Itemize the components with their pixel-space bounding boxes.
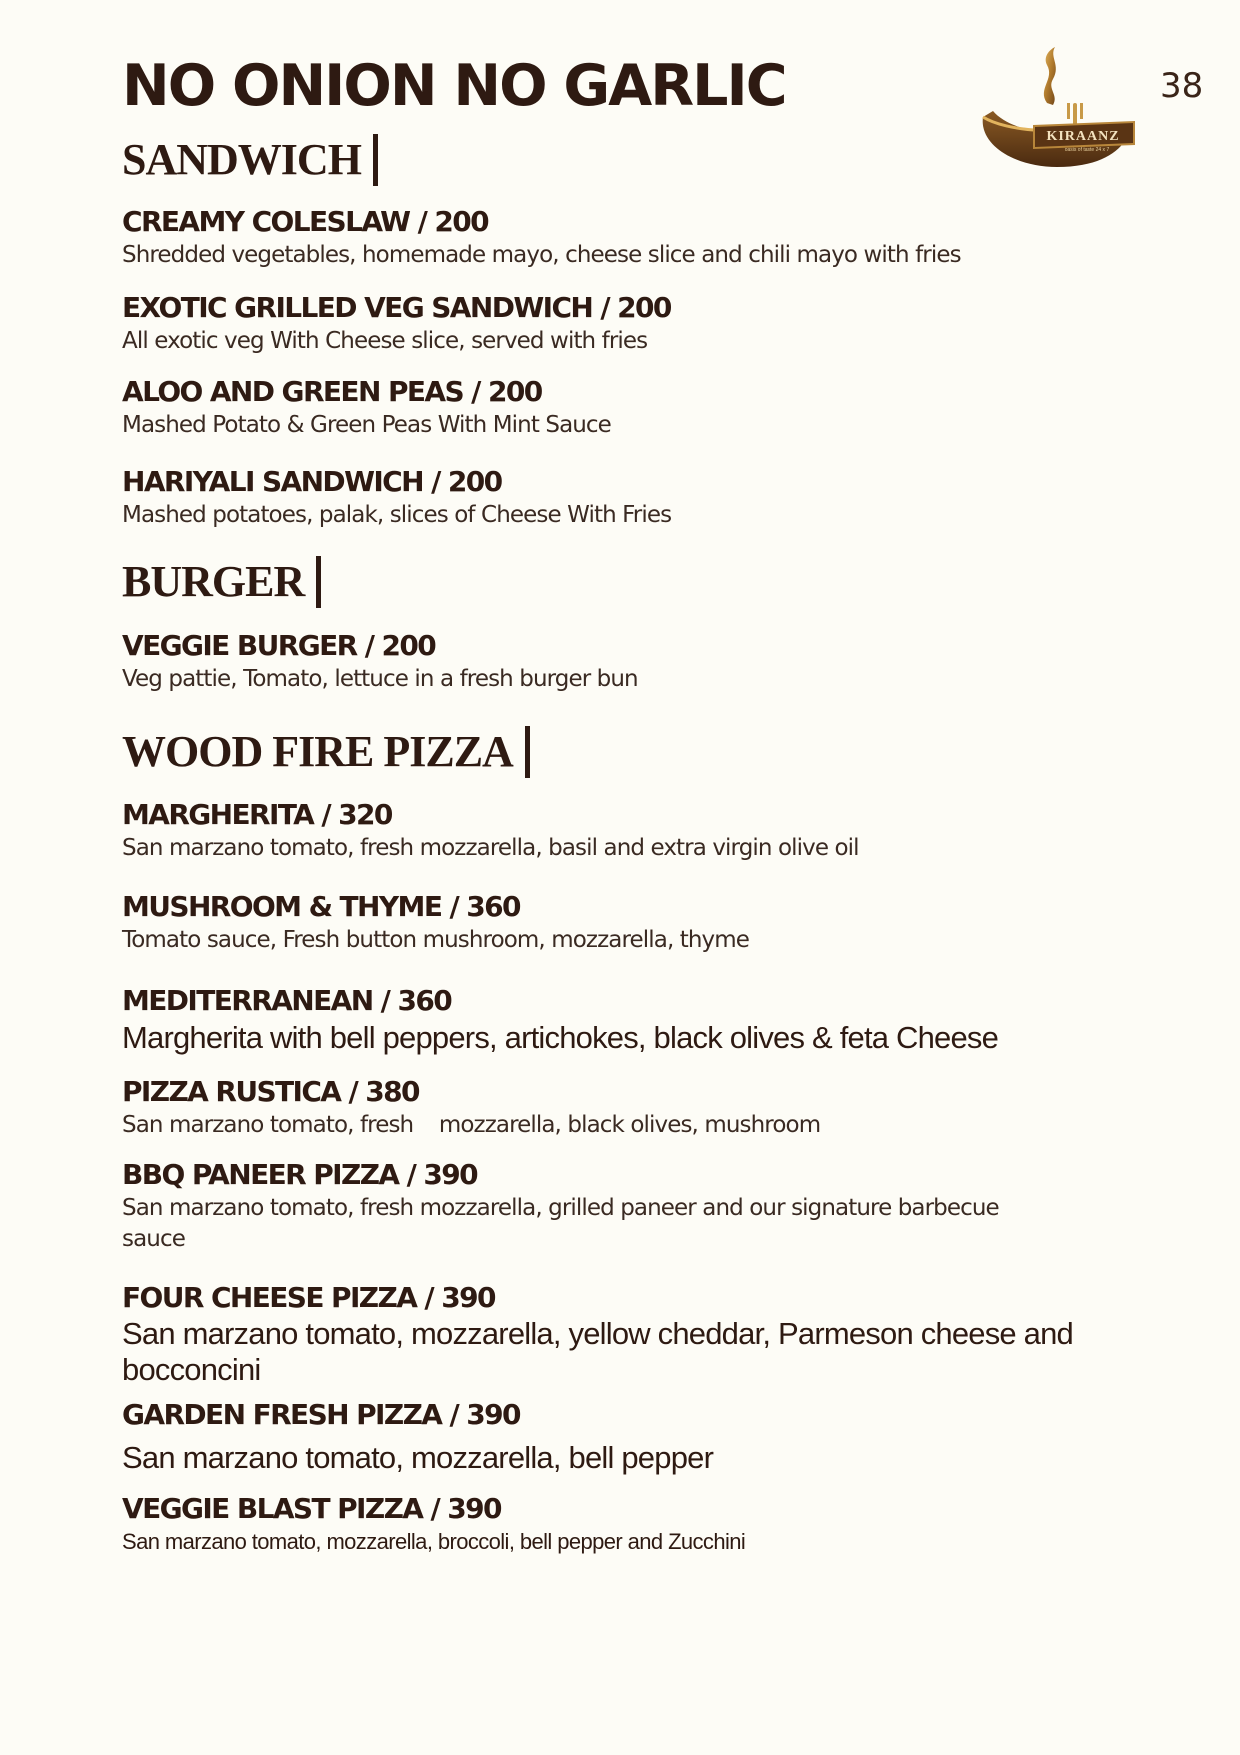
menu-item [122, 891, 1122, 956]
kiraanz-logo [975, 45, 1140, 185]
menu-item [122, 1076, 1122, 1141]
item-name: VEGGIE BURGER / 200 [122, 629, 436, 662]
section-title: WOOD FIRE PIZZA [122, 727, 513, 776]
item-name: MARGHERITA / 320 [122, 798, 392, 831]
menu-item [122, 466, 1122, 531]
item-description: San marzano tomato, fresh mozzarella, basil and extra virgin olive oil [122, 835, 859, 862]
heading-divider [525, 726, 530, 778]
item-description: Mashed potatoes, palak, slices of Cheese With Fries [122, 502, 672, 529]
item-name: EXOTIC GRILLED VEG SANDWICH / 200 [122, 291, 671, 324]
item-name: PIZZA RUSTICA / 380 [122, 1075, 419, 1108]
item-name: VEGGIE BLAST PIZZA / 390 [122, 1492, 501, 1525]
item-description: Veg pattie, Tomato, lettuce in a fresh burger bun [122, 666, 638, 693]
logo-tagline: oasis of taste 24 x 7 [1064, 147, 1110, 153]
item-description-text: San marzano tomato, fresh mozzarella, black olives, mushroom [122, 1112, 821, 1139]
menu-item [122, 376, 1122, 441]
section-heading-sandwich [122, 134, 378, 186]
page-number: 38 [1160, 66, 1204, 106]
item-description: San marzano tomato, mozzarella, broccoli, bell pepper and Zucchini [122, 1529, 746, 1555]
menu-item [122, 206, 1122, 271]
menu-item [122, 799, 1122, 864]
item-name: HARIYALI SANDWICH / 200 [122, 465, 502, 498]
menu-item [122, 1282, 1082, 1389]
menu-item [122, 985, 1122, 1058]
menu-item [122, 292, 1122, 357]
page-title: NO ONION NO GARLIC [122, 53, 786, 119]
item-description: All exotic veg With Cheese slice, served with fries [122, 328, 648, 355]
steam-icon [1044, 47, 1056, 105]
item-description: San marzano tomato, mozzarella, bell pepper [122, 1440, 714, 1476]
kiraanz-logo-graphic [975, 45, 1140, 185]
menu-item [122, 630, 1122, 695]
item-description: Margherita with bell peppers, artichokes, black olives & feta Cheese [122, 1020, 999, 1056]
item-description: San marzano tomato, mozzarella, yellow cheddar, Parmeson cheese and bocconcini [122, 1316, 1073, 1388]
section-title: BURGER [122, 557, 305, 606]
item-description: Mashed Potato & Green Peas With Mint Sauce [122, 412, 611, 439]
section-heading-wood-fire-pizza [122, 726, 530, 778]
menu-item [122, 1159, 1022, 1254]
item-description: San marzano tomato, fresh mozzarella, grilled paneer and our signature barbecue sauce [122, 1195, 999, 1252]
item-name: MEDITERRANEAN / 360 [122, 984, 452, 1017]
section-title: SANDWICH [122, 135, 361, 184]
item-name: ALOO AND GREEN PEAS / 200 [122, 375, 542, 408]
item-name: BBQ PANEER PIZZA / 390 [122, 1158, 478, 1191]
menu-item [122, 1399, 1122, 1478]
heading-divider [316, 556, 321, 608]
logo-brand: KIRAANZ [1046, 129, 1120, 144]
item-description [122, 1110, 1122, 1141]
item-name: MUSHROOM & THYME / 360 [122, 890, 520, 923]
item-description: Shredded vegetables, homemade mayo, cheese slice and chili mayo with fries [122, 242, 961, 269]
item-name: GARDEN FRESH PIZZA / 390 [122, 1398, 520, 1431]
heading-divider [373, 134, 378, 186]
menu-item [122, 1493, 1122, 1556]
item-name: CREAMY COLESLAW / 200 [122, 205, 488, 238]
item-description: Tomato sauce, Fresh button mushroom, mozzarella, thyme [122, 927, 750, 954]
section-heading-burger [122, 556, 321, 608]
item-name: FOUR CHEESE PIZZA / 390 [122, 1281, 495, 1314]
